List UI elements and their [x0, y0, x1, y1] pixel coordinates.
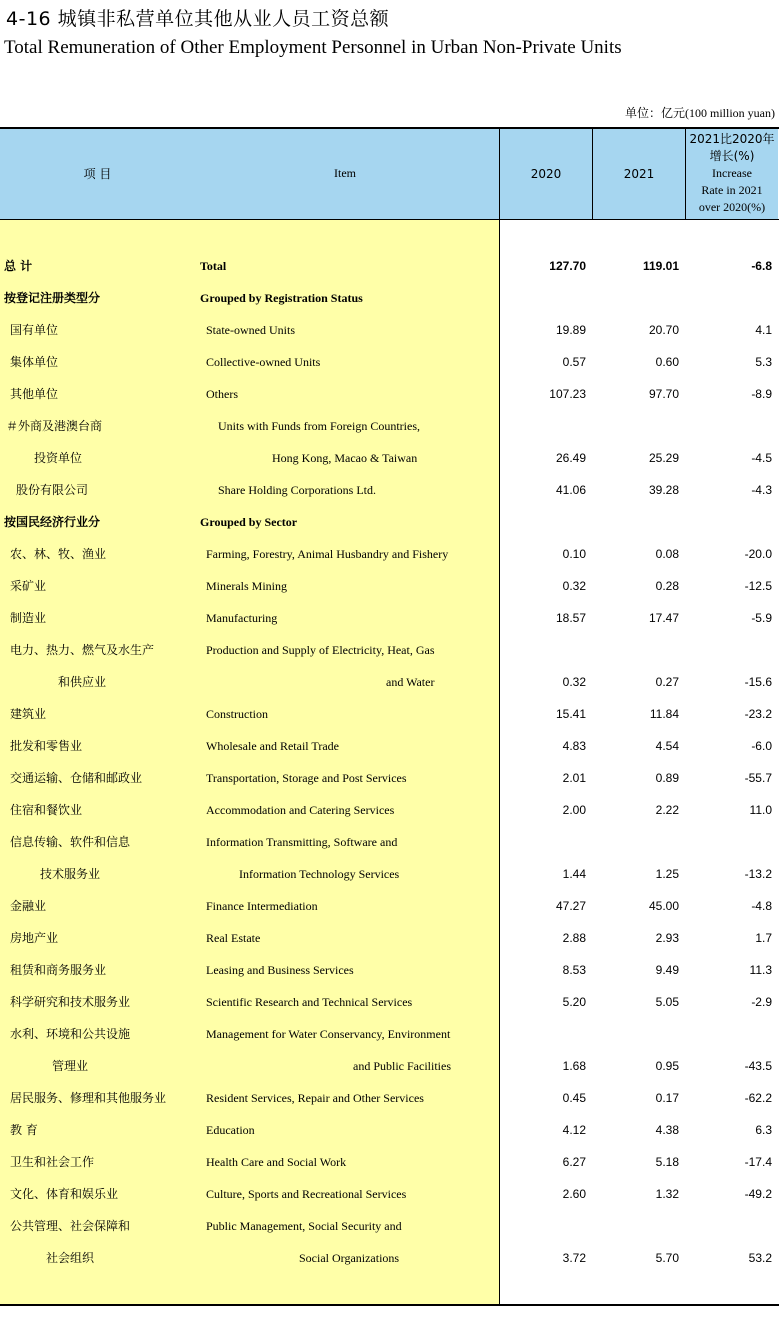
row-label-english: Culture, Sports and Recreational Services	[206, 1187, 407, 1201]
value-growth: -23.2	[744, 707, 772, 721]
row-label-chinese: 技术服务业	[40, 867, 101, 881]
row-label-chinese: 电力、热力、燃气及水生产	[10, 643, 155, 657]
value-2020: 1.44	[562, 867, 586, 881]
row-label-english: Scientific Research and Technical Services	[206, 995, 413, 1009]
row-label-english: Total	[200, 259, 227, 273]
row-label-english: Resident Services, Repair and Other Services	[206, 1091, 424, 1105]
value-2020: 8.53	[562, 963, 586, 977]
row-label-chinese: 国有单位	[10, 323, 59, 337]
value-2021: 25.29	[648, 451, 679, 465]
value-2020: 107.23	[549, 387, 586, 401]
row-label-english: Wholesale and Retail Trade	[206, 739, 339, 753]
table-row	[0, 634, 779, 666]
row-label-english: Public Management, Social Security and	[206, 1219, 402, 1233]
value-2021: 1.32	[655, 1187, 679, 1201]
table-row	[0, 730, 779, 762]
value-2021: 0.28	[655, 579, 679, 593]
row-label-english: Hong Kong, Macao & Taiwan	[272, 451, 418, 465]
value-2021: 4.54	[655, 739, 679, 753]
value-2021: 0.95	[655, 1059, 679, 1073]
value-2020: 0.57	[562, 355, 586, 369]
header-growth-line: over 2020(%)	[698, 200, 766, 214]
value-2020: 2.60	[562, 1187, 586, 1201]
value-growth: 6.3	[755, 1123, 772, 1137]
value-growth: -6.0	[751, 739, 772, 753]
value-2020: 5.20	[562, 995, 586, 1009]
row-label-chinese: 按国民经济行业分	[4, 515, 101, 529]
row-label-english: Construction	[206, 707, 268, 721]
table-row	[0, 1178, 779, 1210]
value-growth: -8.9	[751, 387, 772, 401]
value-growth: -55.7	[744, 771, 772, 785]
value-2021: 1.25	[655, 867, 679, 881]
value-2021: 9.49	[655, 963, 679, 977]
table-row	[0, 602, 779, 634]
value-2021: 2.22	[655, 803, 679, 817]
value-growth: 5.3	[755, 355, 772, 369]
value-2021: 11.84	[649, 707, 679, 721]
table-row	[0, 762, 779, 794]
value-growth: -4.8	[751, 899, 772, 913]
value-2021: 0.89	[655, 771, 679, 785]
header-year-2021: 2021	[623, 166, 655, 181]
value-growth: 1.7	[755, 931, 772, 945]
table-row	[0, 378, 779, 410]
row-label-chinese: 制造业	[10, 611, 47, 625]
value-2020: 4.12	[562, 1123, 586, 1137]
value-2021: 0.60	[655, 355, 679, 369]
header-item-chinese: 项 目	[83, 167, 112, 181]
row-label-english: State-owned Units	[206, 323, 295, 337]
table-row	[0, 986, 779, 1018]
row-label-english: Production and Supply of Electricity, Heat, Gas	[206, 643, 435, 657]
value-growth: -4.5	[751, 451, 772, 465]
header-growth-line: 2021比2020年	[689, 132, 775, 146]
row-label-chinese: 社会组织	[46, 1251, 95, 1265]
row-label-english: Real Estate	[206, 931, 261, 945]
table-title-chinese: 4-16 城镇非私营单位其他从业人员工资总额	[6, 8, 390, 30]
table-row	[0, 250, 779, 282]
table-row	[0, 890, 779, 922]
value-2021: 119.01	[642, 259, 679, 273]
table-row	[0, 570, 779, 602]
value-2021: 5.05	[655, 995, 679, 1009]
row-label-chinese: 租赁和商务服务业	[10, 963, 107, 977]
table-row	[0, 954, 779, 986]
value-2020: 4.83	[562, 739, 586, 753]
unit-label-chinese: 单位：亿元	[624, 106, 685, 120]
row-label-chinese: 科学研究和技术服务业	[10, 995, 131, 1009]
header-growth-line: Increase	[712, 166, 752, 180]
row-label-chinese: ＃外商及港澳台商	[6, 419, 103, 433]
row-label-chinese: 总 计	[4, 259, 33, 273]
row-label-chinese: 农、林、牧、渔业	[10, 547, 107, 561]
header-growth-line: Rate in 2021	[701, 183, 763, 197]
row-label-chinese: 建筑业	[10, 707, 47, 721]
value-growth: -13.2	[744, 867, 772, 881]
row-label-chinese: 教 育	[10, 1123, 38, 1137]
value-2020: 0.32	[562, 675, 586, 689]
row-label-chinese: 居民服务、修理和其他服务业	[10, 1091, 167, 1105]
value-growth: -62.2	[744, 1091, 772, 1105]
table-row	[0, 1082, 779, 1114]
row-label-english: Grouped by Sector	[200, 515, 298, 529]
value-growth: -49.2	[744, 1187, 772, 1201]
row-label-chinese: 交通运输、仓储和邮政业	[10, 771, 143, 785]
header-bottom-rule	[0, 219, 779, 220]
table-row	[0, 282, 779, 314]
row-label-english: Health Care and Social Work	[206, 1155, 347, 1169]
row-label-english: Others	[206, 387, 238, 401]
value-growth: -6.8	[751, 259, 772, 273]
table-row	[0, 794, 779, 826]
table-row	[0, 410, 779, 442]
value-growth: -5.9	[751, 611, 772, 625]
value-2021: 0.27	[655, 675, 679, 689]
row-label-chinese: 金融业	[10, 899, 47, 913]
table-row	[0, 1114, 779, 1146]
unit-label-english: (100 million yuan)	[685, 106, 775, 120]
value-growth: -2.9	[751, 995, 772, 1009]
value-2020: 127.70	[549, 259, 586, 273]
value-2020: 19.89	[555, 323, 586, 337]
row-label-english: Units with Funds from Foreign Countries,	[218, 419, 421, 433]
row-label-english: Minerals Mining	[206, 579, 287, 593]
row-label-chinese: 公共管理、社会保障和	[10, 1219, 131, 1233]
table-row	[0, 666, 779, 698]
row-label-chinese: 房地产业	[10, 931, 59, 945]
value-2020: 0.32	[562, 579, 586, 593]
row-label-english: Information Transmitting, Software and	[206, 835, 398, 849]
value-2020: 26.49	[555, 451, 586, 465]
value-2021: 2.93	[655, 931, 679, 945]
value-2021: 97.70	[648, 387, 679, 401]
value-2020: 2.01	[562, 771, 586, 785]
table-row	[0, 442, 779, 474]
row-label-english: and Water	[386, 675, 435, 689]
header-year-2020: 2020	[530, 166, 562, 181]
table-row	[0, 922, 779, 954]
row-label-chinese: 文化、体育和娱乐业	[10, 1187, 119, 1201]
value-growth: -20.0	[744, 547, 772, 561]
value-growth: 11.0	[749, 803, 772, 817]
row-label-chinese: 住宿和餐饮业	[10, 803, 83, 817]
value-2020: 2.00	[562, 803, 586, 817]
table-row	[0, 506, 779, 538]
row-label-chinese: 管理业	[52, 1059, 89, 1073]
value-growth: -43.5	[744, 1059, 772, 1073]
row-label-chinese: 采矿业	[10, 579, 47, 593]
value-2021: 20.70	[648, 323, 679, 337]
value-2021: 5.70	[655, 1251, 679, 1265]
value-growth: 53.2	[748, 1251, 772, 1265]
row-label-english: Grouped by Registration Status	[200, 291, 363, 305]
value-2021: 39.28	[648, 483, 679, 497]
table-row	[0, 314, 779, 346]
value-growth: -17.4	[744, 1155, 772, 1169]
row-label-english: Management for Water Conservancy, Environment	[206, 1027, 451, 1041]
value-2021: 45.00	[648, 899, 679, 913]
value-2020: 2.88	[562, 931, 586, 945]
value-2021: 4.38	[655, 1123, 679, 1137]
row-label-chinese: 按登记注册类型分	[4, 291, 101, 305]
row-label-english: Leasing and Business Services	[206, 963, 354, 977]
value-2020: 6.27	[562, 1155, 586, 1169]
value-growth: -4.3	[751, 483, 772, 497]
row-label-chinese: 卫生和社会工作	[10, 1155, 95, 1169]
table-row	[0, 1050, 779, 1082]
row-label-english: Finance Intermediation	[206, 899, 318, 913]
value-2020: 47.27	[555, 899, 586, 913]
row-label-chinese: 和供应业	[58, 675, 107, 689]
value-2021: 0.08	[655, 547, 679, 561]
table-title-english: Total Remuneration of Other Employment Personnel in Urban Non-Private Units	[4, 37, 622, 58]
table-row	[0, 858, 779, 890]
row-label-english: Manufacturing	[206, 611, 278, 625]
row-label-chinese: 集体单位	[10, 355, 59, 369]
row-label-chinese: 其他单位	[10, 387, 59, 401]
value-2020: 3.72	[562, 1251, 586, 1265]
row-label-chinese: 股份有限公司	[16, 483, 89, 497]
row-label-chinese: 投资单位	[34, 451, 83, 465]
value-growth: -12.5	[744, 579, 772, 593]
table-bottom-rule	[0, 1304, 779, 1306]
value-2021: 0.17	[655, 1091, 679, 1105]
row-label-english: Transportation, Storage and Post Services	[206, 771, 407, 785]
row-label-english: Farming, Forestry, Animal Husbandry and Fishery	[206, 547, 449, 561]
value-2021: 5.18	[655, 1155, 679, 1169]
value-growth: -15.6	[744, 675, 772, 689]
value-2020: 0.10	[562, 547, 586, 561]
value-2020: 15.41	[555, 707, 586, 721]
value-growth: 11.3	[749, 963, 772, 977]
row-label-english: Education	[206, 1123, 255, 1137]
table-row	[0, 1018, 779, 1050]
table-row	[0, 1146, 779, 1178]
row-label-english: and Public Facilities	[353, 1059, 451, 1073]
row-label-english: Social Organizations	[299, 1251, 400, 1265]
table-row	[0, 826, 779, 858]
row-label-english: Information Technology Services	[239, 867, 400, 881]
table-row	[0, 538, 779, 570]
row-label-chinese: 信息传输、软件和信息	[10, 835, 131, 849]
row-label-english: Share Holding Corporations Ltd.	[218, 483, 376, 497]
header-growth-rate	[686, 128, 778, 219]
table-row	[0, 346, 779, 378]
value-2020: 1.68	[562, 1059, 586, 1073]
value-2021: 17.47	[648, 611, 679, 625]
table-row	[0, 698, 779, 730]
value-2020: 41.06	[555, 483, 586, 497]
row-label-english: Collective-owned Units	[206, 355, 321, 369]
table-row	[0, 474, 779, 506]
value-growth: 4.1	[755, 323, 772, 337]
unit-label	[625, 104, 775, 121]
row-label-chinese: 水利、环境和公共设施	[10, 1027, 131, 1041]
value-2020: 0.45	[562, 1091, 586, 1105]
row-label-chinese: 批发和零售业	[10, 739, 83, 753]
row-label-english: Accommodation and Catering Services	[206, 803, 395, 817]
header-item-english: Item	[334, 166, 356, 180]
table-row	[0, 1210, 779, 1242]
header-growth-line: 增长(%)	[709, 149, 755, 163]
value-2020: 18.57	[555, 611, 586, 625]
table-row	[0, 1242, 779, 1274]
